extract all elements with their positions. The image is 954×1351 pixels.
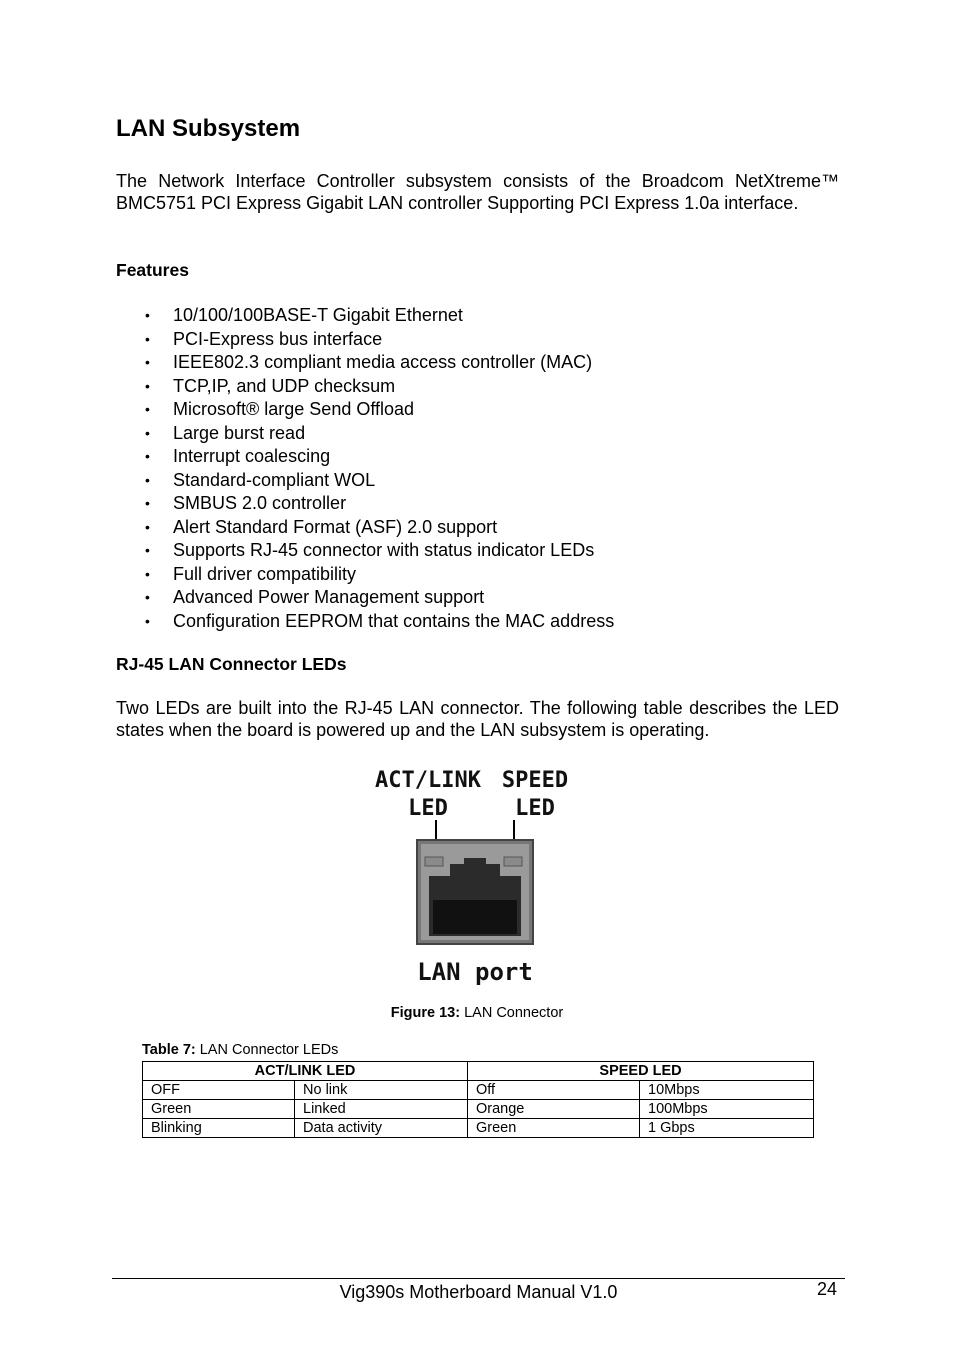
speed-label-line2: LED — [515, 796, 555, 821]
speed-led — [504, 857, 522, 866]
table-caption-prefix: Table 7: — [142, 1042, 196, 1058]
table-row — [143, 1119, 814, 1138]
table-cell: 100Mbps — [640, 1100, 814, 1119]
table-cell: Blinking — [143, 1119, 295, 1138]
table-caption — [142, 1042, 338, 1058]
footer-title: Vig390s Motherboard Manual V1.0 — [339, 1282, 618, 1302]
list-item: • SMBUS 2.0 controller — [145, 492, 614, 516]
table-cell: 1 Gbps — [640, 1119, 814, 1138]
act-link-label-line2: LED — [408, 796, 448, 821]
table-caption-text: LAN Connector LEDs — [195, 1042, 339, 1058]
speed-led-header: SPEED LED — [468, 1062, 814, 1081]
footer-divider — [112, 1278, 845, 1279]
list-item: • Microsoft® large Send Offload — [145, 398, 614, 422]
led-states-table — [142, 1061, 814, 1138]
act-link-led — [425, 857, 443, 866]
table-header-row — [143, 1062, 814, 1081]
table-row — [143, 1081, 814, 1100]
act-link-led-header: ACT/LINK LED — [143, 1062, 468, 1081]
table-cell: Green — [143, 1100, 295, 1119]
list-item: • Alert Standard Format (ASF) 2.0 support — [145, 516, 614, 540]
act-link-label-line1: ACT/LINK — [375, 768, 481, 793]
rj45-heading: RJ-45 LAN Connector LEDs — [116, 654, 347, 674]
list-item: • Large burst read — [145, 422, 614, 446]
rj45-paragraph: Two LEDs are built into the RJ-45 LAN connector. The following table describes the LED states when the board is powered up and the LAN subsystem is operating. — [116, 698, 839, 740]
list-item: • TCP,IP, and UDP checksum — [145, 375, 614, 399]
lan-port-label: LAN port — [417, 958, 533, 986]
section-title: LAN Subsystem — [116, 115, 301, 142]
page-number: 24 — [817, 1279, 838, 1299]
table-cell: Off — [468, 1081, 640, 1100]
list-item: • Interrupt coalescing — [145, 445, 614, 469]
socket-cavity — [433, 900, 517, 934]
figure-caption — [0, 1005, 954, 1021]
list-item: • 10/100/100BASE-T Gigabit Ethernet — [145, 304, 614, 328]
figure-caption-prefix: Figure 13: — [390, 1005, 461, 1021]
features-list — [145, 304, 614, 633]
lan-port-diagram — [370, 760, 580, 990]
list-item: • Supports RJ-45 connector with status indicator LEDs — [145, 539, 614, 563]
list-item: • Configuration EEPROM that contains the MAC address — [145, 610, 614, 634]
table-row — [143, 1100, 814, 1119]
table-cell: OFF — [143, 1081, 295, 1100]
lan-connector-figure — [370, 760, 580, 990]
list-item: • Advanced Power Management support — [145, 586, 614, 610]
list-item: • PCI-Express bus interface — [145, 328, 614, 352]
intro-paragraph: The Network Interface Controller subsystem consists of the Broadcom NetXtreme™ BMC5751 PCI Express Gigabit LAN controller Supporting PCI Express 1.0a interface. — [116, 171, 839, 213]
table-cell: No link — [295, 1081, 468, 1100]
list-item: • Standard-compliant WOL — [145, 469, 614, 493]
speed-label-line1: SPEED — [501, 768, 569, 793]
list-item: • Full driver compatibility — [145, 563, 614, 587]
table-cell: Orange — [468, 1100, 640, 1119]
table-cell: Green — [468, 1119, 640, 1138]
features-heading: Features — [116, 260, 189, 280]
list-item: • IEEE802.3 compliant media access controller (MAC) — [145, 351, 614, 375]
table-cell: 10Mbps — [640, 1081, 814, 1100]
table-cell: Linked — [295, 1100, 468, 1119]
figure-caption-text: LAN Connector — [460, 1005, 564, 1021]
table-cell: Data activity — [295, 1119, 468, 1138]
